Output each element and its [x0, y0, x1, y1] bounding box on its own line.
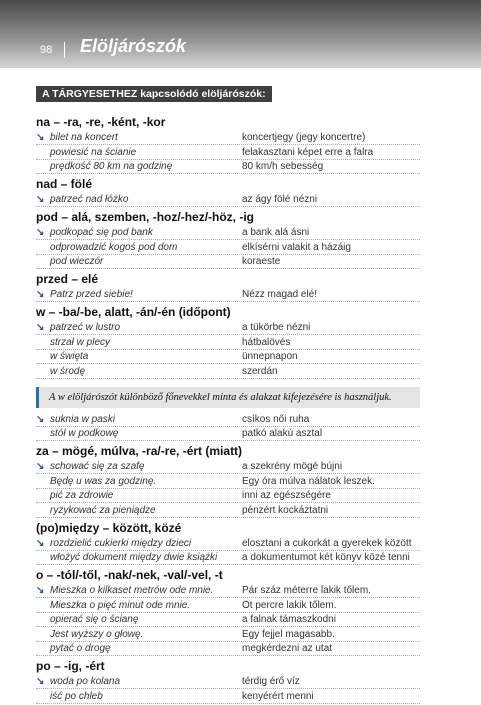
hungarian-translation: szerdán	[242, 365, 278, 377]
polish-example-text: strzał w plecy	[50, 336, 111, 348]
polish-example	[36, 505, 242, 517]
preposition-list-2	[36, 444, 420, 704]
hungarian-translation: inni az egészségére	[242, 490, 331, 501]
example-row	[36, 351, 420, 364]
polish-example-text: woda po kolana	[50, 676, 121, 687]
hungarian-translation: patkó alakú asztal	[242, 428, 323, 439]
polish-example	[36, 242, 242, 254]
example-row	[36, 227, 420, 240]
example-row	[36, 337, 420, 350]
hungarian-translation: Öt percre lakik tőlem.	[242, 599, 337, 611]
hungarian-translation: pénzért kockáztatni	[242, 504, 329, 516]
example-row	[36, 585, 420, 598]
arrow-icon: ↘	[36, 289, 45, 300]
polish-example	[36, 289, 242, 301]
arrow-icon: ↘	[36, 322, 45, 333]
polish-example	[36, 414, 242, 426]
hungarian-translation: Pár száz méterre lakik tőlem.	[242, 585, 371, 596]
polish-example-text: rozdzielić cukierki między dzieci	[50, 537, 192, 549]
polish-example-text: w środę	[50, 365, 86, 377]
arrow-icon: ↘	[36, 413, 45, 425]
preposition-list-1	[36, 115, 420, 379]
hungarian-translation: koncertjegy (jegy koncertre)	[242, 132, 366, 143]
polish-example	[36, 132, 242, 144]
hungarian-translation: ünnepnapon	[242, 351, 298, 362]
arrow-icon: ↘	[36, 132, 45, 143]
polish-example-text: pytać o drogę	[50, 643, 111, 654]
example-row	[36, 552, 420, 565]
hungarian-translation: megkérdezni az utat	[242, 643, 333, 654]
example-row	[36, 132, 420, 145]
polish-example-text: iść po chleb	[50, 690, 103, 702]
preposition-heading: za – mögé, múlva, -ra/-re, -ért (miatt)	[36, 444, 243, 458]
example-row	[36, 322, 420, 335]
polish-example	[36, 351, 242, 363]
example-row	[36, 289, 420, 302]
hungarian-translation: a bank alá ásni	[242, 227, 310, 238]
example-row	[36, 691, 420, 704]
polish-example	[36, 600, 242, 612]
hungarian-translation: csíkos női ruha	[242, 413, 310, 425]
hungarian-translation: koraeste	[242, 256, 281, 267]
example-row	[36, 147, 420, 160]
page-content	[36, 84, 420, 705]
polish-example-text: Patrz przed siebie!	[50, 289, 133, 300]
preposition-heading: w – -ba/-be, alatt, -án/-én (időpont)	[36, 305, 231, 319]
polish-example	[36, 366, 242, 378]
hungarian-translation: a tükörbe nézni	[242, 322, 311, 333]
polish-example-text: opierać się o ścianę	[50, 614, 139, 625]
polish-example	[36, 428, 242, 440]
hungarian-translation: elosztani a cukorkát a gyerekek között	[242, 537, 412, 549]
polish-example-text: odprowadzić kogoś pod dom	[50, 241, 178, 253]
polish-example-text: podkopać się pod bank	[50, 227, 153, 238]
polish-example	[36, 322, 242, 334]
usage-note	[36, 387, 420, 408]
hungarian-translation: Nézz magad elé!	[242, 289, 318, 300]
preposition-heading: pod – alá, szemben, -hoz/-hez/-höz, -ig	[36, 210, 255, 224]
usage-note-text: A w elöljárószót különböző főnevekkel minta és alakzat kifejezésére is használjuk.	[49, 391, 392, 403]
polish-example	[36, 552, 242, 564]
polish-example-text: suknia w paski	[50, 413, 116, 425]
arrow-icon: ↘	[36, 461, 45, 472]
polish-example-text: Jest wyższy o głowę.	[50, 628, 144, 640]
page-number: 98	[40, 44, 53, 56]
polish-example	[36, 161, 242, 173]
polish-example-text: pod wieczór	[50, 256, 104, 267]
arrow-icon: ↘	[36, 585, 45, 596]
polish-example	[36, 691, 242, 703]
hungarian-translation: Egy óra múlva nálatok leszek.	[242, 475, 375, 487]
polish-example	[36, 194, 242, 206]
section-banner: A TÁRGYESETHEZ kapcsolódó elöljárószók:	[36, 86, 272, 102]
example-row	[36, 614, 420, 627]
preposition-heading: przed – elé	[36, 272, 99, 286]
polish-example-text: patrzeć nad łóżko	[50, 194, 129, 205]
hungarian-translation: elkísérni valakit a házáig	[242, 241, 351, 253]
polish-example-text: ryzykować za pieniądze	[50, 504, 156, 516]
hungarian-translation: kenyérért menni	[242, 690, 314, 702]
polish-example	[36, 629, 242, 641]
hungarian-translation: 80 km/h sebesség	[242, 161, 324, 172]
arrow-icon: ↘	[36, 676, 45, 687]
hungarian-translation: hátbalövés	[242, 336, 291, 348]
polish-example	[36, 337, 242, 349]
polish-example	[36, 227, 242, 239]
preposition-heading: (po)między – között, közé	[36, 520, 182, 535]
example-row	[36, 505, 420, 518]
hungarian-translation: Egy fejjel magasabb.	[242, 628, 335, 640]
usage-note-examples	[36, 414, 420, 442]
polish-example-text: stół w podkowę	[50, 428, 119, 439]
example-row	[36, 476, 420, 489]
hungarian-translation: az ágy fölé nézni	[242, 194, 318, 205]
example-row	[36, 242, 420, 255]
example-row	[36, 629, 420, 642]
hungarian-translation: térdig érő víz	[242, 676, 300, 687]
polish-example-text: prędkość 80 km na godzinę	[50, 161, 173, 172]
page-header	[0, 0, 481, 68]
page-title: Elöljárószók	[80, 36, 187, 56]
polish-example	[36, 585, 242, 597]
hungarian-translation: a falnak támaszkodni	[242, 614, 336, 625]
polish-example-text: Będę u was za godzinę.	[50, 475, 157, 487]
example-row	[36, 490, 420, 503]
example-row	[36, 194, 420, 207]
polish-example-text: patrzeć w lustro	[50, 322, 121, 333]
example-row	[36, 428, 420, 441]
preposition-heading: nad – fölé	[36, 177, 93, 191]
example-row	[36, 414, 420, 427]
polish-example	[36, 256, 242, 268]
polish-example-text: w święta	[50, 351, 89, 362]
polish-example-text: włożyć dokument między dwie książki	[50, 552, 218, 563]
arrow-icon: ↘	[36, 537, 45, 549]
arrow-icon: ↘	[36, 227, 45, 238]
example-row	[36, 366, 420, 379]
polish-example	[36, 538, 242, 550]
preposition-heading: po – -ig, -ért	[36, 659, 105, 673]
polish-example-text: Mieszka o kilkaset metrów ode mnie.	[50, 585, 214, 596]
example-row	[36, 161, 420, 174]
example-row	[36, 676, 420, 689]
hungarian-translation: a dokumentumot két könyv közé tenni	[242, 552, 410, 563]
polish-example	[36, 614, 242, 626]
polish-example	[36, 490, 242, 502]
polish-example-text: Mieszka o pięć minut ode mnie.	[50, 599, 191, 611]
header-divider	[64, 42, 65, 58]
example-row	[36, 461, 420, 474]
preposition-heading: na – -ra, -re, -ként, -kor	[36, 115, 166, 129]
arrow-icon: ↘	[36, 194, 45, 205]
polish-example-text: schować się za szafę	[50, 461, 145, 472]
example-row	[36, 643, 420, 656]
polish-example	[36, 147, 242, 159]
polish-example	[36, 461, 242, 473]
hungarian-translation: felakasztani képet erre a falra	[242, 146, 374, 158]
example-row	[36, 600, 420, 613]
hungarian-translation: a szekrény mögé bújni	[242, 461, 343, 472]
polish-example-text: pić za zdrowie	[50, 490, 114, 501]
polish-example	[36, 476, 242, 488]
polish-example-text: powiesić na ścianie	[50, 146, 137, 158]
polish-example-text: bilet na koncert	[50, 132, 118, 143]
preposition-heading: o – -tól/-től, -nak/-nek, -val/-vel, -t	[36, 568, 223, 582]
example-row	[36, 256, 420, 269]
polish-example	[36, 676, 242, 688]
example-row	[36, 538, 420, 551]
polish-example	[36, 643, 242, 655]
